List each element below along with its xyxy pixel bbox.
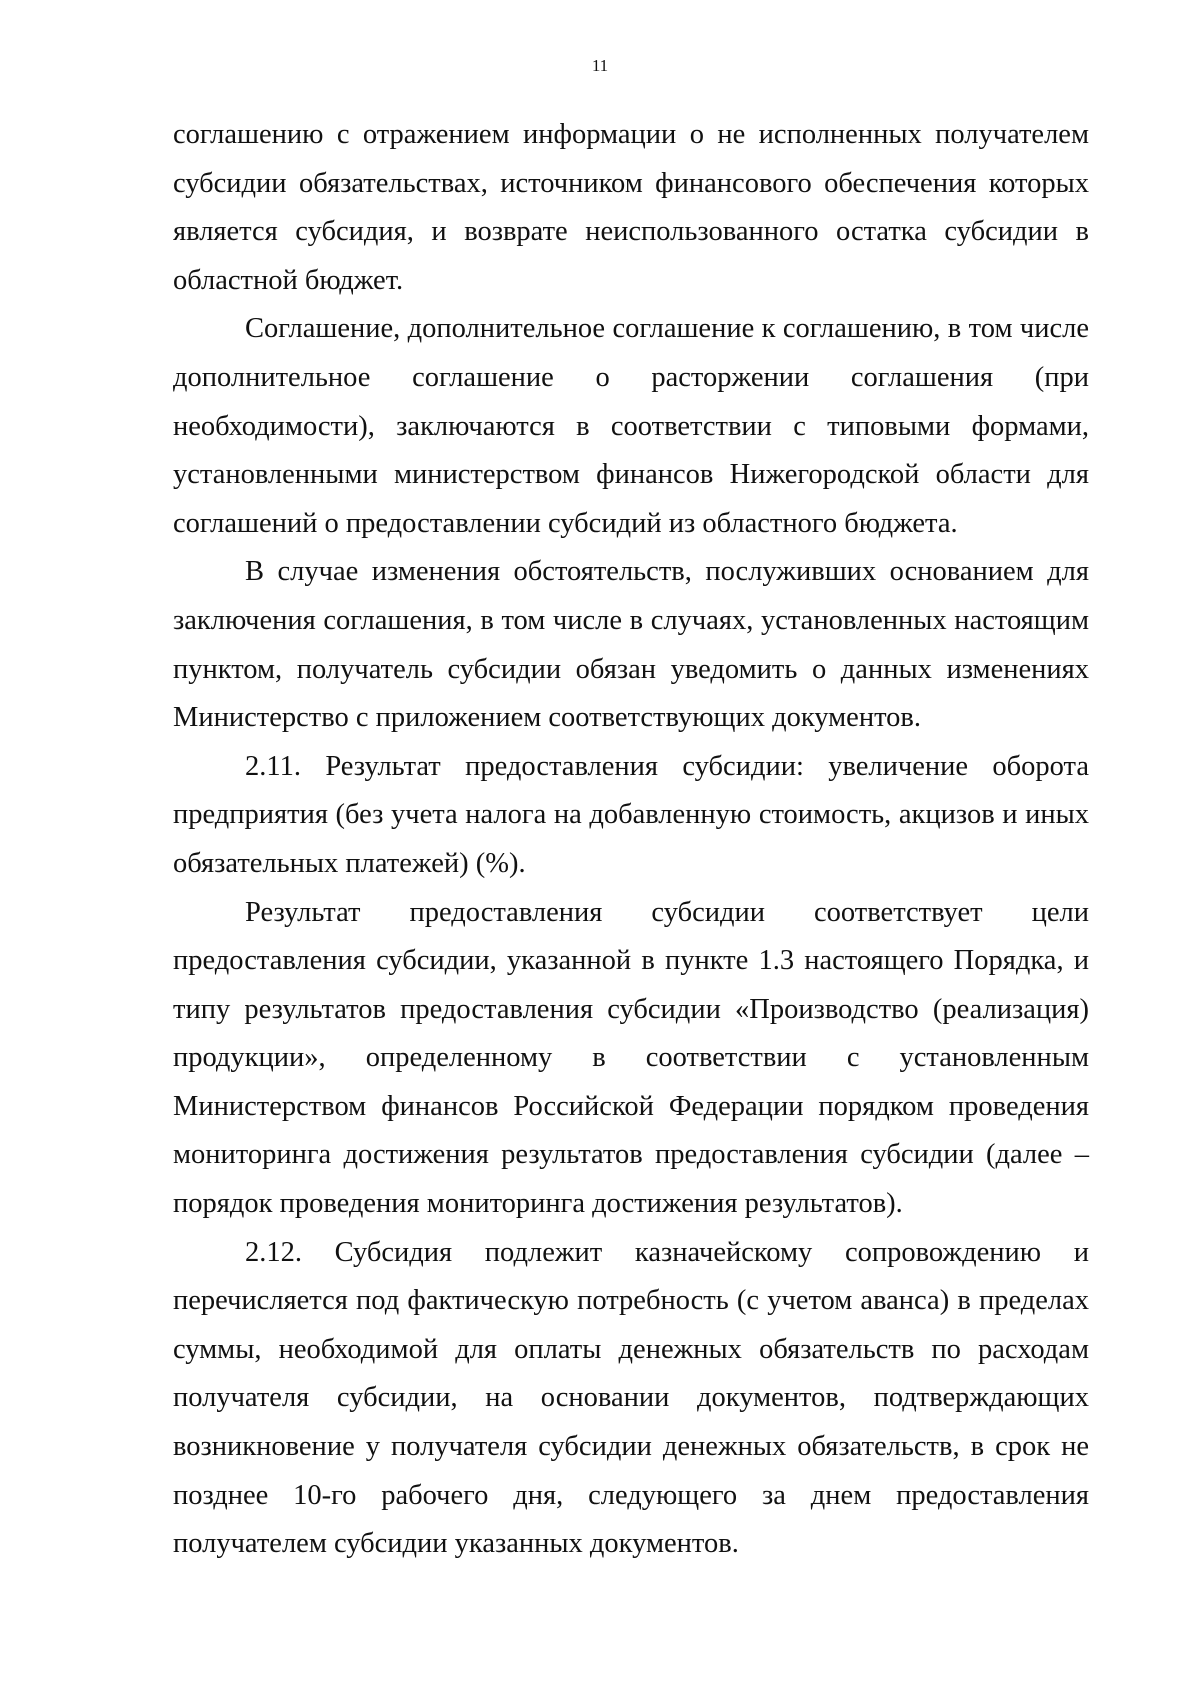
paragraph-2-12-treasury-support: 2.12. Субсидия подлежит казначейскому сопровождению и перечисляется под фактическую потребность (с учетом аванса) в пределах суммы, необходимой для оплаты денежных обязательств по расходам получателя субсидии, на основании документов, подтверждающих возникновение у получателя субсидии денежных обязательств, в срок не позднее 10-го рабочего дня, следующего за днем предоставления получателем субсидии указанных документов. — [173, 1236, 1089, 1560]
paragraph-continuation: соглашению с отражением информации о не исполненных получателем субсидии обязательствах, источником финансового обеспечения которых является субсидия, и возврате неиспользованного остатка субсидии в областной бюджет. — [173, 119, 1089, 296]
paragraph-agreement-forms: Соглашение, дополнительное соглашение к соглашению, в том числе дополнительное соглашение о расторжении соглашения (при необходимости), заключаются в соответствии с типовыми формами, установленными министерством финансов Нижегородской области для соглашений о предоставлении субсидий из областного бюджета. — [173, 313, 1089, 539]
paragraph-2-11-result: 2.11. Результат предоставления субсидии: увеличение оборота предприятия (без учета налога на добавленную стоимость, акцизов и иных обязательных платежей) (%). — [173, 750, 1089, 879]
page-number: 11 — [591, 56, 609, 75]
paragraph-result-correspondence: Результат предоставления субсидии соответствует цели предоставления субсидии, указанной в пункте 1.3 настоящего Порядка, и типу результатов предоставления субсидии «Производство (реализация) продукции», определенному в соответствии с установленным Министерством финансов Российской Федерации порядком проведения мониторинга достижения результатов предоставления субсидии (далее – порядок проведения мониторинга достижения результатов). — [173, 896, 1089, 1220]
document-body — [173, 111, 1089, 1569]
paragraph-circumstance-change: В случае изменения обстоятельств, послуживших основанием для заключения соглашения, в том числе в случаях, установленных настоящим пунктом, получатель субсидии обязан уведомить о данных изменениях Министерство с приложением соответствующих документов. — [173, 556, 1089, 734]
